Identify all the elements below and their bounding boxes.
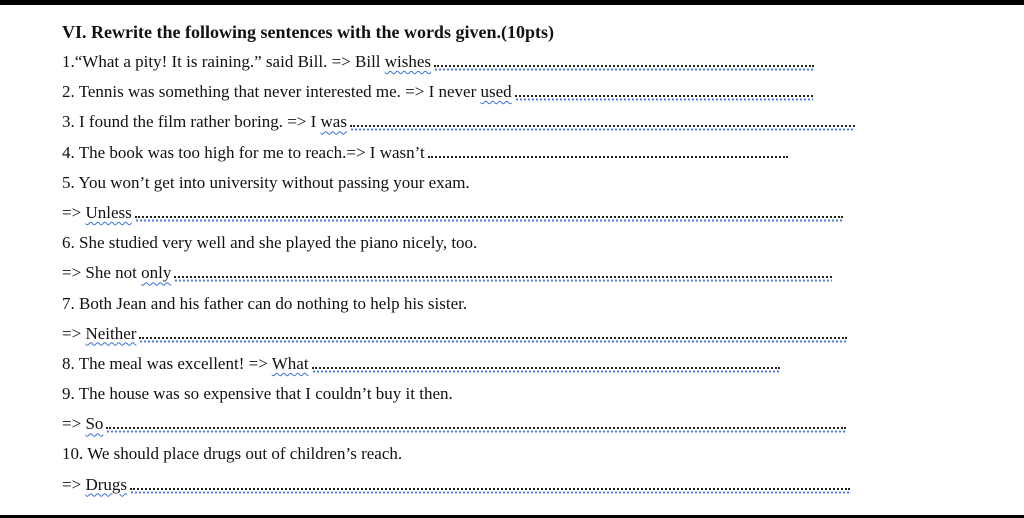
exercise-item-3 <box>62 107 962 137</box>
item-4-answer-blank[interactable] <box>428 144 788 158</box>
exercise-item-5-answer <box>62 198 962 228</box>
item-9-answer-blank[interactable] <box>106 415 846 429</box>
item-6-arrow: => She not <box>62 263 142 283</box>
item-8-answer-blank[interactable] <box>312 355 780 369</box>
item-7-answer-blank[interactable] <box>139 325 847 339</box>
item-4-sentence: 4. The book was too high for me to reach.=> I wasn’t <box>62 142 425 162</box>
document-page <box>0 5 1024 515</box>
item-5-sentence: 5. You won’t get into university without passing your exam. <box>62 172 470 192</box>
item-10-arrow: => <box>62 474 86 494</box>
section-title: VI. Rewrite the following sentences with the words given.(10pts) <box>62 22 554 42</box>
item-3-sentence: 3. I found the film rather boring. => I <box>62 112 321 132</box>
item-3-prompt: was <box>320 112 347 132</box>
item-2-sentence: 2. Tennis was something that never interested me. => I never <box>62 82 481 102</box>
item-1-answer-blank[interactable] <box>434 53 814 67</box>
item-5-prompt: Unless <box>85 202 132 222</box>
exercise-item-2 <box>62 77 962 107</box>
exercise-item-9 <box>62 379 962 409</box>
exercise-item-4 <box>62 138 962 168</box>
item-7-arrow: => <box>62 323 86 343</box>
item-1-sentence: 1.“What a pity! It is raining.” said Bill. => Bill <box>62 52 385 71</box>
exercise-item-1 <box>62 47 962 77</box>
item-8-prompt: What <box>271 353 309 373</box>
item-8-sentence: 8. The meal was excellent! => <box>62 353 272 373</box>
exercise-item-10 <box>62 439 962 469</box>
item-6-prompt: only <box>141 263 172 283</box>
item-9-prompt: So <box>85 414 104 434</box>
item-7-sentence: 7. Both Jean and his father can do nothing to help his sister. <box>62 293 468 313</box>
item-2-answer-blank[interactable] <box>515 83 813 97</box>
item-9-sentence: 9. The house was so expensive that I couldn’t buy it then. <box>62 384 453 404</box>
exercise-section <box>62 17 962 500</box>
exercise-item-7-answer <box>62 319 962 349</box>
item-6-sentence: 6. She studied very well and she played the piano nicely, too. <box>62 233 478 253</box>
exercise-item-9-answer <box>62 409 962 439</box>
item-2-prompt: used <box>480 82 512 102</box>
item-3-answer-blank[interactable] <box>350 113 855 127</box>
item-7-prompt: Neither <box>85 323 137 343</box>
exercise-item-7 <box>62 289 962 319</box>
item-9-arrow: => <box>62 414 86 434</box>
exercise-item-8 <box>62 349 962 379</box>
item-10-prompt: Drugs <box>85 474 127 494</box>
item-10-answer-blank[interactable] <box>130 476 850 490</box>
exercise-item-5 <box>62 168 962 198</box>
item-5-answer-blank[interactable] <box>135 204 843 218</box>
item-5-arrow: => <box>62 202 86 222</box>
item-1-prompt: wishes <box>384 52 432 71</box>
exercise-item-6 <box>62 228 962 258</box>
item-6-answer-blank[interactable] <box>174 264 832 278</box>
exercise-item-6-answer <box>62 258 962 288</box>
exercise-item-10-answer <box>62 470 962 500</box>
item-10-sentence: 10. We should place drugs out of children’s reach. <box>62 444 403 464</box>
